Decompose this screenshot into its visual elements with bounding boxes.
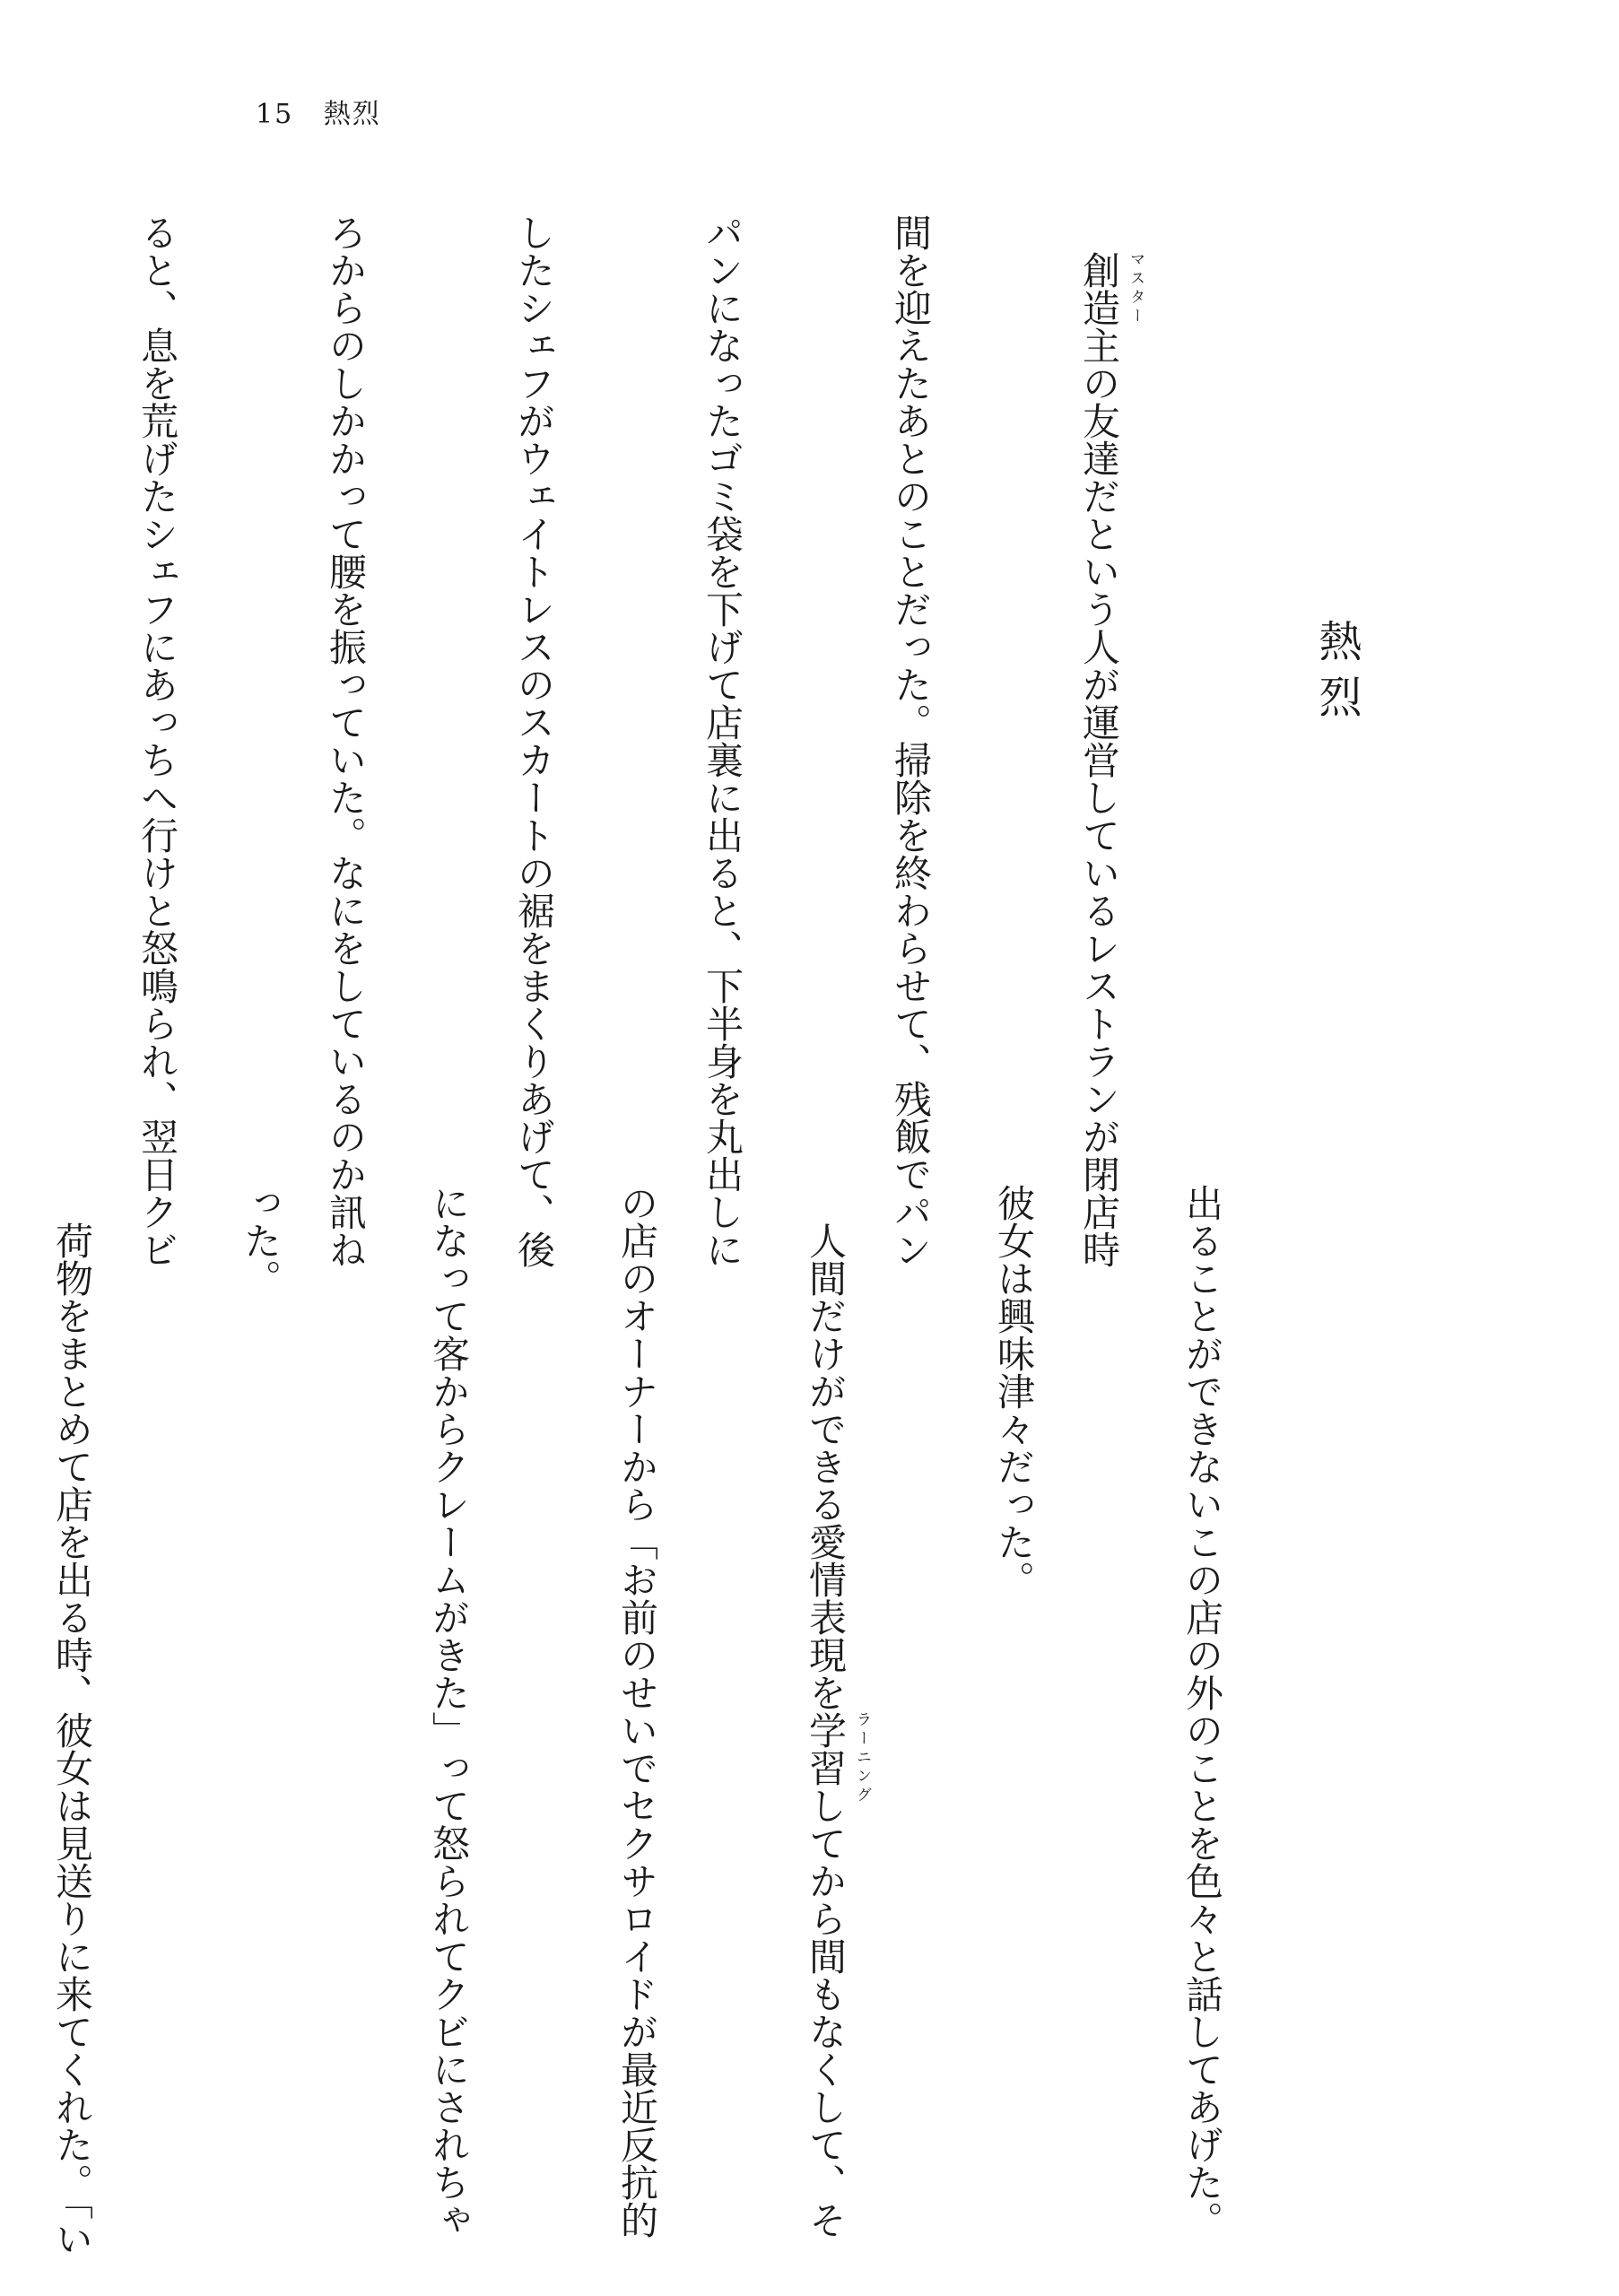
ruby-base: 学習 ラーニング [804,1711,871,1805]
text-line-with-ruby: 創造主 マスター の友達だという人が運営しているレストランが閉店時 [1077,251,1145,1268]
text-line: の店のオーナーから「お前のせいでセクサロイドが最近反抗的 [615,1184,659,2239]
chapter-title: 熱烈 [1311,619,1362,730]
text-line: 彼女は興味津々だった。 [992,1184,1036,1598]
text-line: パンになったゴミ袋を下げて店裏に出ると、下半身を丸出しに [701,213,744,1268]
text-line: ると、息を荒げたシェフにあっちへ行けと怒鳴られ、翌日クビ [135,213,179,1268]
text-block-top [135,213,1256,1268]
ruby-base: 創造主 マスター [1077,251,1145,364]
text-line: ろからのしかかって腰を振っていた。なにをしているのか訊ね [324,213,368,1268]
running-header [256,91,381,131]
text-block-bottom [50,1184,1359,2257]
ruby-annotation: ラーニング [853,1711,871,1805]
text-line: になって客からクレームがきた」って怒られてクビにされちゃ [427,1184,471,2239]
text-line: 荷物をまとめて店を出る時、彼女は見送りに来てくれた。「い [50,1184,94,2257]
text-line: 出ることができないこの店の外のことを色々と話してあげた。 [1180,1184,1224,2239]
text-line-with-ruby: 人間だけができる愛情表現を学習 ラーニング してから間もなくして、そ [804,1184,871,2239]
ruby-annotation: マスター [1127,251,1145,326]
text-line: った。 [239,1184,283,1297]
text-line: したシェフがウェイトレスのスカートの裾をまくりあげて、後 [512,213,556,1268]
page-number: 15 [256,99,294,130]
running-title: 熱烈 [323,99,381,130]
text-line: 間を迎えたあとのことだった。掃除を終わらせて、残飯でパン [889,213,933,1268]
